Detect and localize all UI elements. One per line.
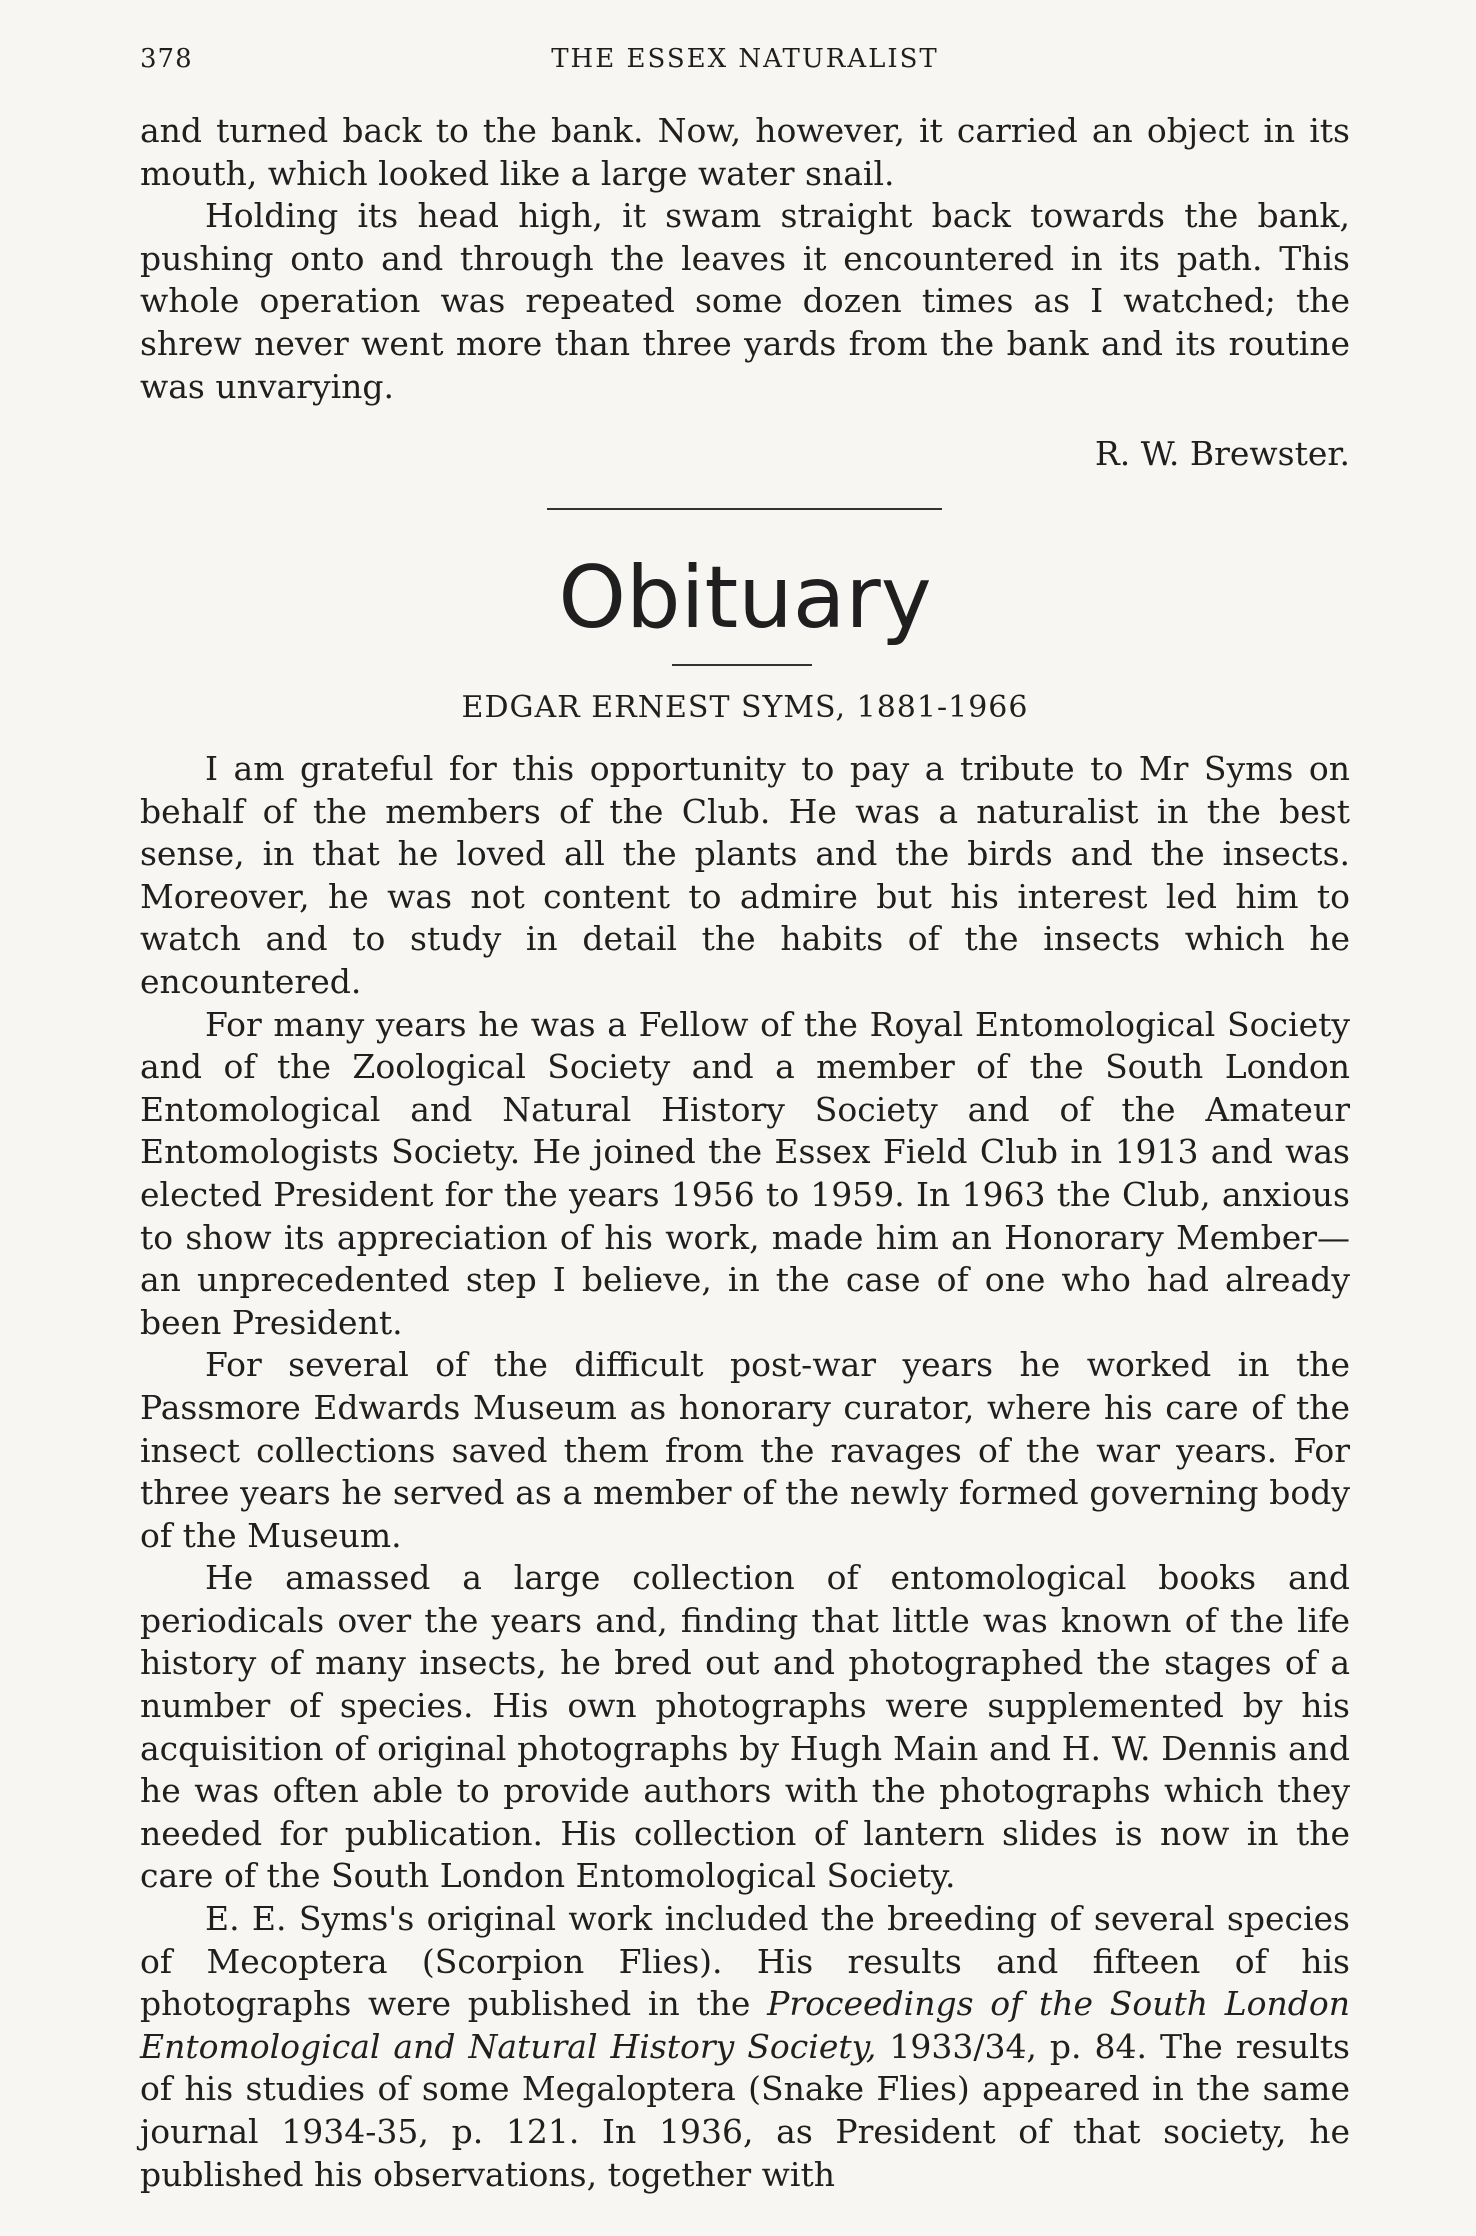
heading-rule [672, 664, 812, 666]
section-divider [547, 508, 942, 510]
text-run: 1933/34, p. 84. The results of his studies of some Megaloptera (Snake Flies) appeared in the same journal 1934-35, p. 121. In 1936, as President of that society, he published his observations, together with [140, 2026, 1350, 2194]
correspondence-note [140, 110, 1350, 408]
note-signature: R. W. Brewster. [1094, 434, 1350, 473]
note-paragraph: Holding its head high, it swam straight back towards the bank, pushing onto and through the leaves it encountered in its path. This whole operation was repeated some dozen times as I watched; the shrew never went more than three yards from the bank and its routine was unvarying. [140, 196, 1350, 406]
obituary-paragraph-last [140, 1898, 1350, 2196]
journal-title: THE ESSEX NATURALIST [551, 44, 939, 74]
obituary-paragraph: For several of the difficult post-war years he worked in the Passmore Edwards Museum as honorary curator, where his care of the insect collections saved them from the ravages of the war years. For three years he served as a member of the newly formed governing body of the Museum. [140, 1345, 1350, 1555]
obituary-heading: Obituary [558, 548, 932, 648]
running-header [140, 44, 1350, 84]
obituary-body [140, 748, 1350, 2196]
text-run: E. E. Syms's original work included the breeding of several species of Mecoptera (Scorpion Flies). His results and fifteen of his photographs were published in the [140, 1899, 1350, 2024]
obituary-paragraph: For many years he was a Fellow of the Royal Entomological Society and of the Zoological Society and a member of the South London Entomological and Natural History Society and of the Amateur Entomologists Society. He joined the Essex Field Club in 1913 and was elected President for the years 1956 to 1959. In 1963 the Club, anxious to show its appreciation of his work, made him an Honorary Member—an unprecedented step I believe, in the case of one who had already been President. [140, 1004, 1350, 1342]
obituary-paragraph: He amassed a large collection of entomological books and periodicals over the years and, finding that little was known of the life history of many insects, he bred out and photographed the stages of a number of species. His own photographs were supplemented by his acquisition of original photographs by Hugh Main and H. W. Dennis and he was often able to provide authors with the photographs which they needed for publication. His collection of lantern slides is now in the care of the South London Entomological Society. [140, 1558, 1350, 1896]
journal-citation: Proceedings of the South London Entomological and Natural History Society, [140, 1984, 1350, 2066]
obituary-subject: EDGAR ERNEST SYMS, 1881-1966 [461, 690, 1029, 725]
page-number: 378 [140, 44, 193, 74]
obituary-paragraph: I am grateful for this opportunity to pay a tribute to Mr Syms on behalf of the members of the Club. He was a naturalist in the best sense, in that he loved all the plants and the birds and the insects. Moreover, he was not content to admire but his interest led him to watch and to study in detail the habits of the insects which he encountered. [140, 749, 1350, 1001]
note-paragraph: and turned back to the bank. Now, however, it carried an object in its mouth, which looked like a large water snail. [140, 111, 1350, 193]
